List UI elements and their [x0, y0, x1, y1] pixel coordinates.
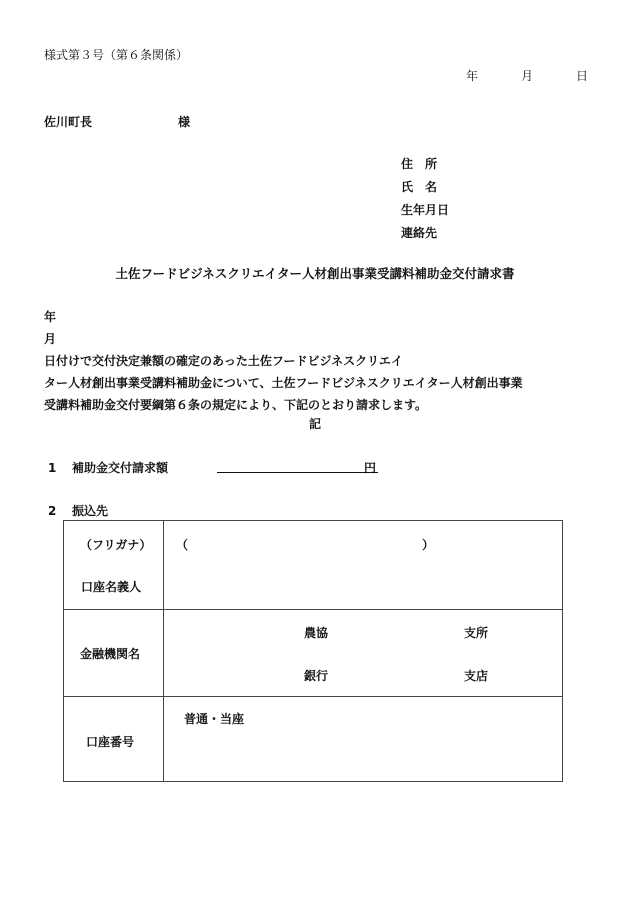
bank-transfer-table — [63, 520, 563, 782]
form-number: 様式第３号（第６条関係） — [44, 48, 189, 62]
furigana-label: （フリガナ） — [80, 538, 152, 552]
applicant-name-label: 氏 名 — [401, 180, 438, 194]
body-line-3: 受講料補助金交付要綱第６条の規定により、下記のとおり請求します。 — [44, 398, 428, 412]
date-year: 年 — [466, 69, 479, 83]
furigana-open-paren: （ — [176, 538, 189, 552]
date-line — [466, 68, 588, 84]
item-2-label: 振込先 — [72, 504, 109, 518]
account-number-label: 口座番号 — [86, 735, 135, 749]
item-1-label: 補助金交付請求額 — [72, 461, 169, 475]
applicant-contact-label: 連絡先 — [401, 226, 438, 240]
date-day: 日 — [575, 69, 588, 83]
body-paragraph — [44, 306, 592, 416]
addressee: 佐川町長 — [44, 115, 93, 129]
applicant-address-label: 住 所 — [401, 157, 438, 171]
amount-underline — [217, 472, 378, 473]
account-type-label: 普通・当座 — [184, 712, 245, 726]
item-1-number: 1 — [48, 461, 57, 475]
body-line-2: ター人材創出事業受講料補助金について、土佐フードビジネスクリエイター人材創出事業 — [44, 376, 523, 390]
date-month: 月 — [520, 69, 533, 83]
account-holder-label: 口座名義人 — [81, 580, 142, 594]
furigana-close-paren: ） — [422, 538, 435, 552]
amount-unit: 円 — [364, 461, 377, 475]
ginko-label: 銀行 — [304, 669, 329, 683]
body-line-1 — [44, 306, 592, 372]
ki-heading: 記 — [308, 417, 321, 431]
shiten-label: 支店 — [464, 669, 489, 683]
table-row-account-holder — [64, 521, 562, 609]
document-title: 土佐フードビジネスクリエイター人材創出事業受講料補助金交付請求書 — [115, 266, 515, 281]
applicant-birthdate-label: 生年月日 — [401, 203, 450, 217]
item-2-number: 2 — [48, 504, 57, 518]
body-year: 年 — [44, 310, 57, 324]
body-month: 月 — [44, 332, 57, 346]
applicant-fields — [401, 156, 449, 248]
body-line-1-rest: 日付けで交付決定兼額の確定のあった土佐フードビジネスクリエイ — [44, 354, 403, 368]
table-row-financial-institution — [64, 609, 562, 697]
addressee-honorific: 様 — [178, 115, 191, 129]
financial-institution-label: 金融機関名 — [80, 647, 141, 661]
shisho-label: 支所 — [464, 626, 489, 640]
nokyo-label: 農協 — [304, 626, 329, 640]
table-row-account-number — [64, 696, 562, 783]
